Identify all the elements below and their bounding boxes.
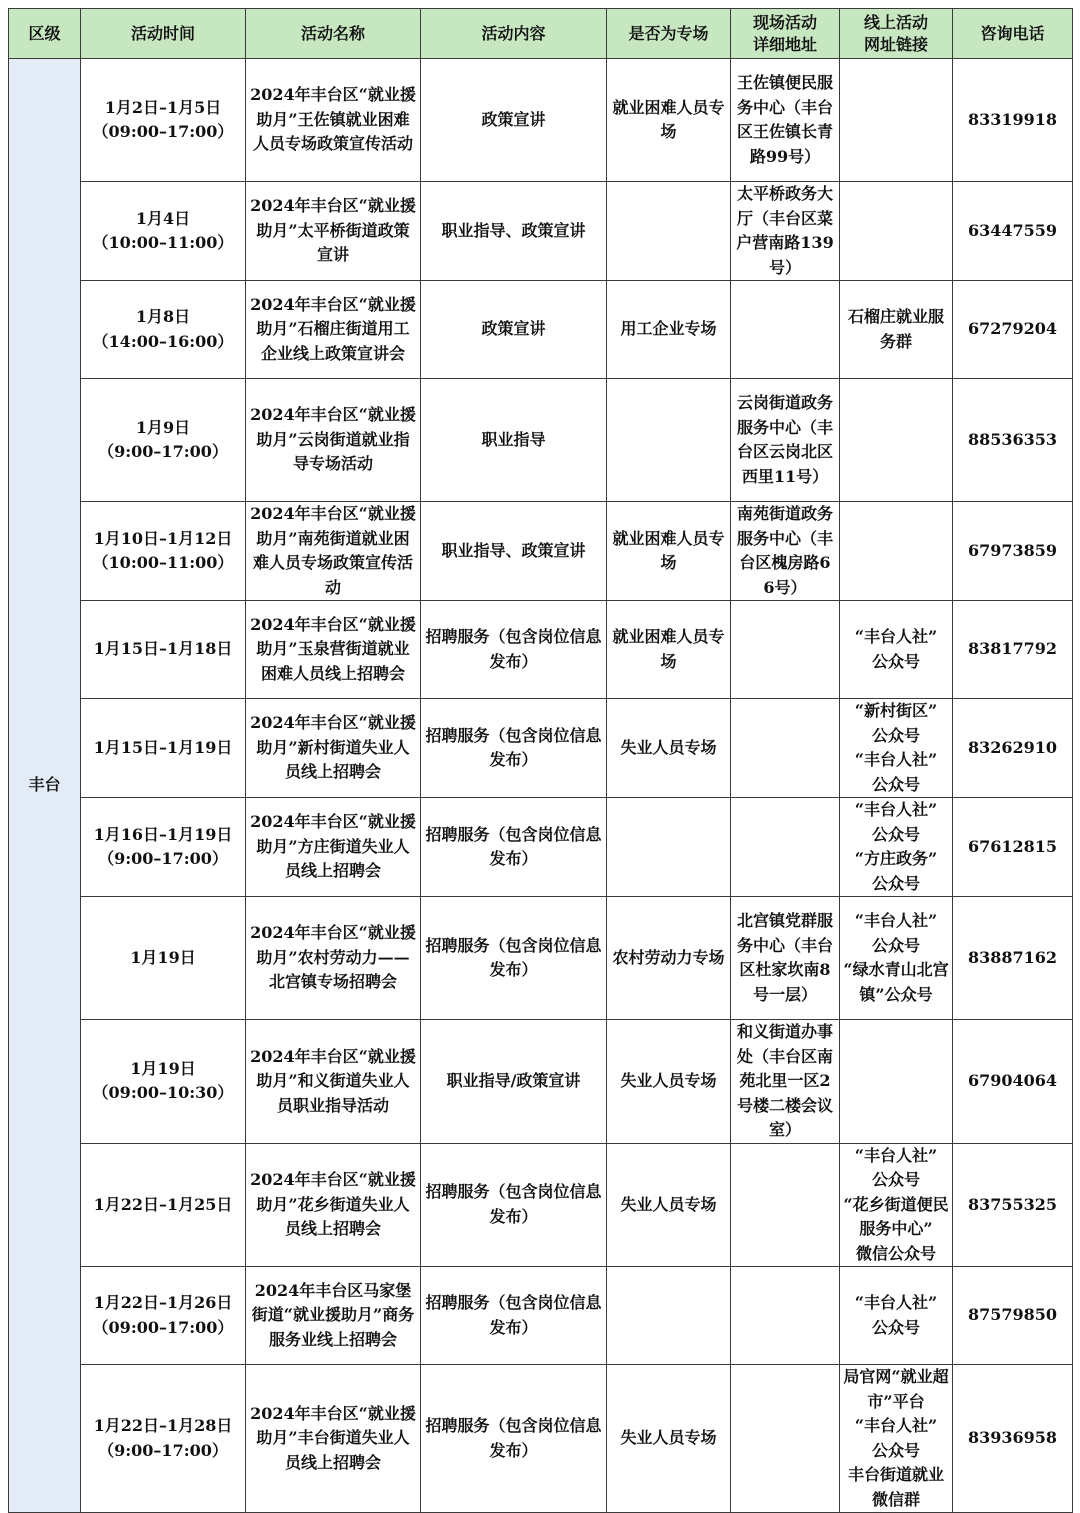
content-cell: 招聘服务（包含岗位信息发布） <box>421 1267 607 1365</box>
table-row <box>9 1267 1073 1365</box>
online-cell: 局官网“就业超市”平台 “丰台人社” 公众号 丰台街道就业微信群 <box>840 1365 953 1513</box>
online-cell <box>840 379 953 502</box>
phone-cell: 83262910 <box>953 699 1073 798</box>
address-cell <box>731 281 840 379</box>
name-cell: 2024年丰台区“就业援助月”南苑街道就业困难人员专场政策宣传活动 <box>246 502 421 601</box>
time-cell: 1月9日 （9:00–17:00） <box>81 379 246 502</box>
phone-cell: 83936958 <box>953 1365 1073 1513</box>
phone-cell: 87579850 <box>953 1267 1073 1365</box>
name-cell: 2024年丰台区“就业援助月”方庄街道失业人员线上招聘会 <box>246 798 421 897</box>
time-cell: 1月19日 <box>81 897 246 1020</box>
special-cell: 失业人员专场 <box>607 1143 731 1267</box>
table-row <box>9 1365 1073 1513</box>
time-cell: 1月19日 （09:00–10:30） <box>81 1020 246 1144</box>
time-cell: 1月22日–1月28日 （9:00–17:00） <box>81 1365 246 1513</box>
name-cell: 2024年丰台区“就业援助月”太平桥街道政策宣讲 <box>246 182 421 281</box>
header-online: 线上活动 网址链接 <box>840 9 953 59</box>
content-cell: 招聘服务（包含岗位信息发布） <box>421 1365 607 1513</box>
phone-cell: 83817792 <box>953 601 1073 699</box>
activity-schedule-table <box>8 8 1073 1513</box>
content-cell: 政策宣讲 <box>421 281 607 379</box>
time-cell: 1月10日–1月12日 （10:00–11:00） <box>81 502 246 601</box>
special-cell <box>607 1267 731 1365</box>
special-cell: 农村劳动力专场 <box>607 897 731 1020</box>
table-row <box>9 281 1073 379</box>
name-cell: 2024年丰台区“就业援助月”和义街道失业人员职业指导活动 <box>246 1020 421 1144</box>
table-row <box>9 379 1073 502</box>
online-cell <box>840 59 953 182</box>
online-cell: “新村街区” 公众号 “丰台人社” 公众号 <box>840 699 953 798</box>
content-cell: 招聘服务（包含岗位信息发布） <box>421 699 607 798</box>
content-cell: 招聘服务（包含岗位信息发布） <box>421 1143 607 1267</box>
phone-cell: 63447559 <box>953 182 1073 281</box>
name-cell: 2024年丰台区“就业援助月”云岗街道就业指导专场活动 <box>246 379 421 502</box>
content-cell: 职业指导、政策宣讲 <box>421 182 607 281</box>
phone-cell: 83319918 <box>953 59 1073 182</box>
special-cell: 失业人员专场 <box>607 1020 731 1144</box>
table-row <box>9 699 1073 798</box>
address-cell: 南苑街道政务服务中心（丰台区槐房路66号） <box>731 502 840 601</box>
online-cell: “丰台人社” 公众号 “方庄政务” 公众号 <box>840 798 953 897</box>
special-cell: 失业人员专场 <box>607 1365 731 1513</box>
phone-cell: 67904064 <box>953 1020 1073 1144</box>
phone-cell: 83755325 <box>953 1143 1073 1267</box>
address-cell <box>731 1365 840 1513</box>
address-cell <box>731 601 840 699</box>
table-row <box>9 59 1073 182</box>
name-cell: 2024年丰台区“就业援助月”丰台街道失业人员线上招聘会 <box>246 1365 421 1513</box>
table-row <box>9 601 1073 699</box>
time-cell: 1月22日–1月25日 <box>81 1143 246 1267</box>
online-cell <box>840 182 953 281</box>
address-cell <box>731 1143 840 1267</box>
online-cell <box>840 1020 953 1144</box>
name-cell: 2024年丰台区“就业援助月”农村劳动力——北宫镇专场招聘会 <box>246 897 421 1020</box>
content-cell: 职业指导/政策宣讲 <box>421 1020 607 1144</box>
phone-cell: 88536353 <box>953 379 1073 502</box>
online-cell: 石榴庄就业服务群 <box>840 281 953 379</box>
name-cell: 2024年丰台区“就业援助月”花乡街道失业人员线上招聘会 <box>246 1143 421 1267</box>
time-cell: 1月2日–1月5日 （09:00–17:00） <box>81 59 246 182</box>
special-cell: 失业人员专场 <box>607 699 731 798</box>
address-cell <box>731 798 840 897</box>
address-cell: 太平桥政务大厅（丰台区菜户营南路139号） <box>731 182 840 281</box>
address-cell: 北宫镇党群服务中心（丰台区杜家坎南8号一层） <box>731 897 840 1020</box>
time-cell: 1月16日–1月19日 （9:00–17:00） <box>81 798 246 897</box>
time-cell: 1月15日–1月19日 <box>81 699 246 798</box>
header-phone: 咨询电话 <box>953 9 1073 59</box>
header-address: 现场活动 详细地址 <box>731 9 840 59</box>
table-row <box>9 1020 1073 1144</box>
content-cell: 招聘服务（包含岗位信息发布） <box>421 601 607 699</box>
special-cell: 用工企业专场 <box>607 281 731 379</box>
content-cell: 政策宣讲 <box>421 59 607 182</box>
name-cell: 2024年丰台区马家堡街道“就业援助月”商务服务业线上招聘会 <box>246 1267 421 1365</box>
header-row <box>9 9 1073 59</box>
content-cell: 职业指导 <box>421 379 607 502</box>
content-cell: 招聘服务（包含岗位信息发布） <box>421 798 607 897</box>
table-row <box>9 1143 1073 1267</box>
table-row <box>9 897 1073 1020</box>
header-content: 活动内容 <box>421 9 607 59</box>
online-cell: “丰台人社” 公众号 <box>840 1267 953 1365</box>
time-cell: 1月22日–1月26日 （09:00–17:00） <box>81 1267 246 1365</box>
online-cell: “丰台人社” 公众号 “绿水青山北宫镇”公众号 <box>840 897 953 1020</box>
time-cell: 1月4日 （10:00–11:00） <box>81 182 246 281</box>
phone-cell: 67279204 <box>953 281 1073 379</box>
online-cell: “丰台人社” 公众号 “花乡街道便民服务中心” 微信公众号 <box>840 1143 953 1267</box>
header-special: 是否为专场 <box>607 9 731 59</box>
name-cell: 2024年丰台区“就业援助月”玉泉营街道就业困难人员线上招聘会 <box>246 601 421 699</box>
special-cell <box>607 182 731 281</box>
table-row <box>9 182 1073 281</box>
special-cell: 就业困难人员专场 <box>607 601 731 699</box>
address-cell: 和义街道办事处（丰台区南苑北里一区2号楼二楼会议室） <box>731 1020 840 1144</box>
header-district: 区级 <box>9 9 81 59</box>
online-cell: “丰台人社” 公众号 <box>840 601 953 699</box>
online-cell <box>840 502 953 601</box>
content-cell: 职业指导、政策宣讲 <box>421 502 607 601</box>
special-cell: 就业困难人员专场 <box>607 59 731 182</box>
special-cell: 就业困难人员专场 <box>607 502 731 601</box>
name-cell: 2024年丰台区“就业援助月”新村街道失业人员线上招聘会 <box>246 699 421 798</box>
phone-cell: 67973859 <box>953 502 1073 601</box>
address-cell: 云岗街道政务服务中心（丰台区云岗北区西里11号） <box>731 379 840 502</box>
table-row <box>9 798 1073 897</box>
name-cell: 2024年丰台区“就业援助月”王佐镇就业困难人员专场政策宣传活动 <box>246 59 421 182</box>
time-cell: 1月8日 （14:00–16:00） <box>81 281 246 379</box>
address-cell: 王佐镇便民服务中心（丰台区王佐镇长青路99号） <box>731 59 840 182</box>
content-cell: 招聘服务（包含岗位信息发布） <box>421 897 607 1020</box>
address-cell <box>731 699 840 798</box>
address-cell <box>731 1267 840 1365</box>
table-row <box>9 502 1073 601</box>
phone-cell: 83887162 <box>953 897 1073 1020</box>
special-cell <box>607 379 731 502</box>
special-cell <box>607 798 731 897</box>
name-cell: 2024年丰台区“就业援助月”石榴庄街道用工企业线上政策宣讲会 <box>246 281 421 379</box>
header-name: 活动名称 <box>246 9 421 59</box>
time-cell: 1月15日–1月18日 <box>81 601 246 699</box>
district-cell: 丰台 <box>9 59 81 1513</box>
phone-cell: 67612815 <box>953 798 1073 897</box>
header-time: 活动时间 <box>81 9 246 59</box>
